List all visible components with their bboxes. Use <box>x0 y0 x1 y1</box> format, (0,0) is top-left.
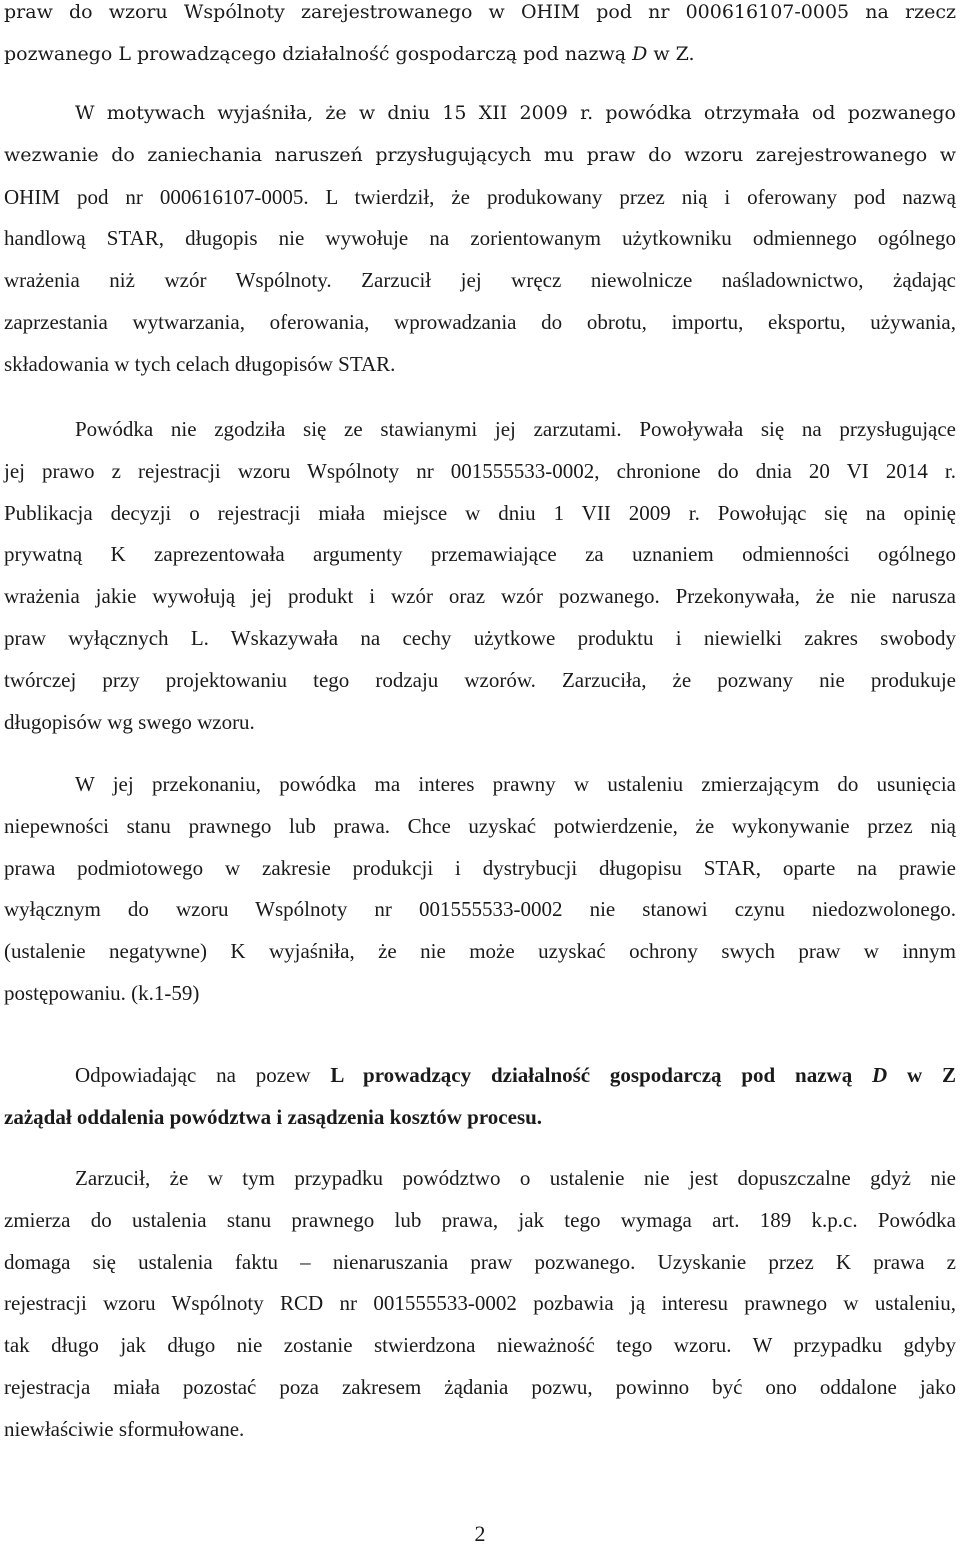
text-line: prawa podmiotowego w zakresie produkcji i dystrybucji długopisu STAR, oparte na prawie <box>4 855 956 880</box>
text-line: wezwanie do zaniechania naruszeń przysługujących mu praw do wzoru zarejestrowanego w <box>4 143 956 166</box>
text-line: wyłącznym do wzoru Wspólnoty nr 001555533-0002 nie stanowi czynu niedozwolonego. <box>4 897 956 922</box>
text-span: w Z. <box>647 42 695 65</box>
text-line: jej prawo z rejestracji wzoru Wspólnoty nr 001555533-0002, chronione do dnia 20 VI 2014 r. <box>4 458 956 483</box>
text-line: wrażenia jakie wywołują jej produkt i wzór oraz wzór pozwanego. Przekonywała, że nie narusza <box>4 584 956 609</box>
italic-text: D <box>632 42 648 65</box>
text-line: wrażenia niż wzór Wspólnoty. Zarzucił jej wręcz niewolnicze naśladownictwo, żądając <box>4 268 956 293</box>
text-line: niepewności stanu prawnego lub prawa. Chce uzyskać potwierdzenie, że wykonywanie przez nią <box>4 813 956 838</box>
paragraph-4 <box>4 764 956 1015</box>
text-span: pozwanego L prowadzącego działalność gospodarczą pod nazwą <box>4 42 633 65</box>
paragraph-2 <box>4 93 956 386</box>
text-line: W motywach wyjaśniła, że w dniu 15 XII 2009 r. powódka otrzymała od pozwanego <box>75 102 956 124</box>
text-line: praw do wzoru Wspólnoty zarejestrowanego w OHIM pod nr 000616107-0005 na rzecz <box>4 1 956 23</box>
bold-text: L prowadzący działalność gospodarczą pod nazwą <box>330 1063 873 1087</box>
text-line <box>4 34 956 76</box>
text-line <box>4 1055 956 1097</box>
paragraph-6 <box>4 1158 956 1451</box>
text-line: OHIM pod nr 000616107-0005. L twierdził, że produkowany przez nią i oferowany pod nazwą <box>4 184 956 209</box>
text-line: praw wyłącznych L. Wskazywała na cechy użytkowe produktu i niewielki zakres swobody <box>4 625 956 650</box>
text-line: twórczej przy projektowaniu tego rodzaju wzorów. Zarzuciła, że pozwany nie produkuje <box>4 667 956 692</box>
text-line: zmierza do ustalenia stanu prawnego lub prawa, jak tego wymaga art. 189 k.p.c. Powódka <box>4 1207 956 1232</box>
text-span: Odpowiadając na pozew <box>75 1063 331 1087</box>
text-line: Zarzucił, że w tym przypadku powództwo o ustalenie nie jest dopuszczalne gdyż nie <box>75 1166 956 1190</box>
paragraph-5 <box>4 1055 956 1139</box>
text-line: Powódka nie zgodziła się ze stawianymi jej zarzutami. Powoływała się na przysługujące <box>75 417 956 441</box>
text-line: tak długo jak długo nie zostanie stwierdzona nieważność tego wzoru. W przypadku gdyby <box>4 1333 956 1358</box>
bold-text: w Z <box>887 1063 956 1087</box>
text-line: postępowaniu. (k.1-59) <box>4 980 200 1005</box>
text-line: rejestracji wzoru Wspólnoty RCD nr 001555533-0002 pozbawia ją interesu prawnego w ustaleniu, <box>4 1291 956 1316</box>
text-line: długopisów wg swego wzoru. <box>4 709 255 734</box>
page-number: 2 <box>474 1521 486 1546</box>
text-line: (ustalenie negatywne) K wyjaśniła, że nie może uzyskać ochrony swych praw w innym <box>4 939 956 964</box>
bold-italic-text: D <box>872 1063 888 1087</box>
text-line: prywatną K zaprezentowała argumenty przemawiające za uznaniem odmienności ogólnego <box>4 542 956 567</box>
text-line: domaga się ustalenia faktu – nienaruszania praw pozwanego. Uzyskanie przez K prawa z <box>4 1249 956 1274</box>
paragraph-3 <box>4 409 956 743</box>
text-line: W jej przekonaniu, powódka ma interes prawny w ustaleniu zmierzającym do usunięcia <box>75 772 956 796</box>
text-line: rejestracja miała pozostać poza zakresem żądania pozwu, powinno być ono oddalone jako <box>4 1374 956 1399</box>
text-line: handlową STAR, długopis nie wywołuje na zorientowanym użytkowniku odmiennego ogólnego <box>4 226 956 251</box>
text-line: składowania w tych celach długopisów STAR. <box>4 351 396 376</box>
text-line: zażądał oddalenia powództwa i zasądzenia kosztów procesu. <box>4 1104 543 1129</box>
text-line: niewłaściwie sformułowane. <box>4 1416 245 1441</box>
paragraph-1 <box>4 0 956 76</box>
text-line: zaprzestania wytwarzania, oferowania, wprowadzania do obrotu, importu, eksportu, używania, <box>4 309 956 334</box>
text-line: Publikacja decyzji o rejestracji miała miejsce w dniu 1 VII 2009 r. Powołując się na opinię <box>4 500 956 525</box>
